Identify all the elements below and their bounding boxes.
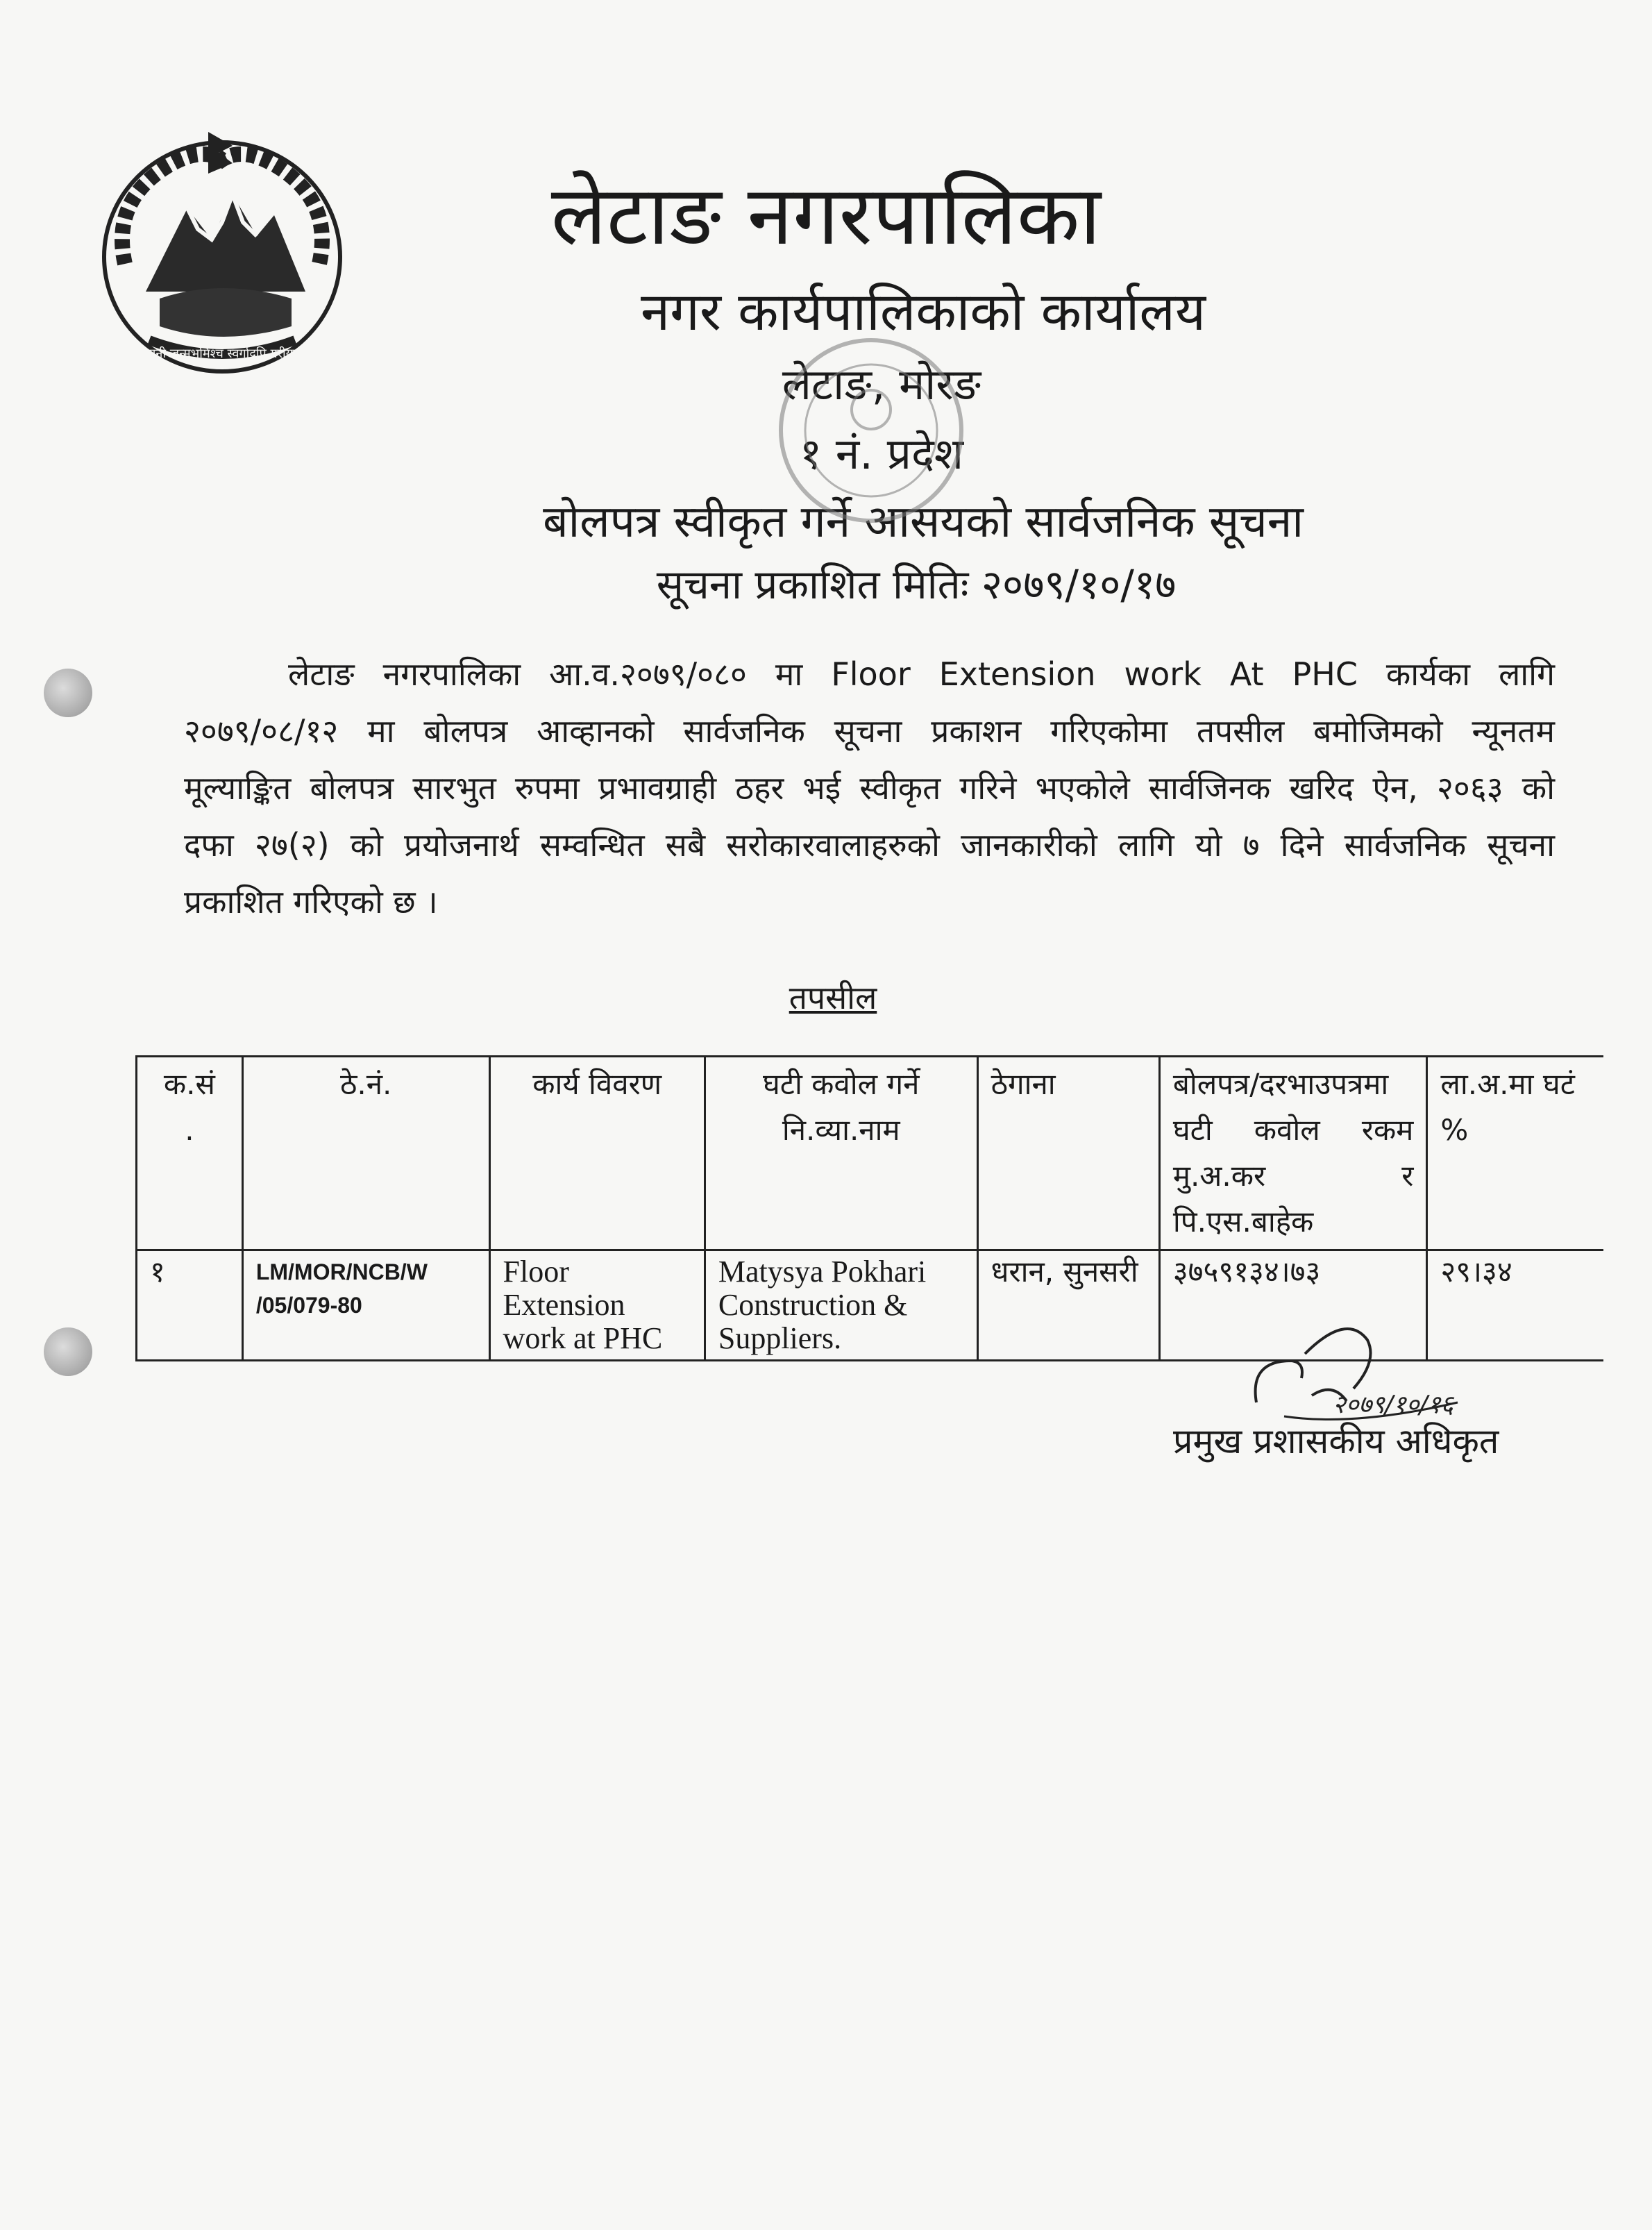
office-stamp-icon xyxy=(757,326,986,535)
header-percent: ला.अ.मा घटं % xyxy=(1427,1057,1603,1250)
notice-body xyxy=(184,646,1555,930)
cell-sn: १ xyxy=(137,1250,243,1361)
details-heading: तपसील xyxy=(789,979,877,1016)
cell-amount: ३७५९१३४।७३ xyxy=(1159,1250,1427,1361)
cell-contract-no: LM/MOR/NCB/W /05/079-80 xyxy=(242,1250,489,1361)
notice-title: बोलपत्र स्वीकृत गर्ने आसयको सार्वजनिक सूचना xyxy=(543,496,1304,548)
punch-hole xyxy=(44,669,92,717)
body-line: दफा २७(२) को प्रयोजनार्थ सम्वन्धित सबै सरोकारवालाहरुको जानकारीको लागि यो ७ दिने सार्वजनिक सूचना xyxy=(184,826,1555,864)
body-line: २०७९/०८/१२ मा बोलपत्र आव्हानको सार्वजनिक सूचना प्रकाशन गरिएकोमा तपसील बमोजिमको न्यूनतम xyxy=(184,712,1555,750)
published-date: सूचना प्रकाशित मितिः २०७९/१०/१७ xyxy=(656,561,1177,608)
executive-office: नगर कार्यपालिकाको कार्यालय xyxy=(640,280,1206,342)
office-name: लेटाङ नगरपालिका xyxy=(550,167,1102,263)
header-amount: बोलपत्र/दरभाउपत्रमा घटी कवोल रकम मु.अ.कर र पि.एस.बाहेक xyxy=(1159,1057,1427,1250)
header-bidder: घटी कवोल गर्ने नि.व्या.नाम xyxy=(705,1057,977,1250)
svg-text:२०७९/१०/१६: २०७९/१०/१६ xyxy=(1333,1391,1454,1419)
svg-text:जननी जन्मभूमिश्च स्वर्गादपि गर: जननी जन्मभूमिश्च स्वर्गादपि गरीयसी xyxy=(140,346,305,361)
office-address: लेटाङ, मोरङ xyxy=(782,359,981,410)
cell-bidder: Matysya Pokhari Construction & Suppliers. xyxy=(705,1250,977,1361)
body-line: मूल्याङ्कित बोलपत्र सारभुत रुपमा प्रभावग्राही ठहर भई स्वीकृत गरिने भएकोले सार्वजिनक खरिद ऐन, २०६३ को xyxy=(184,769,1555,807)
header-work-description: कार्य विवरण xyxy=(489,1057,705,1250)
header-sn: क.सं . xyxy=(137,1057,243,1250)
cell-percent: २९।३४ xyxy=(1427,1250,1603,1361)
body-line: लेटाङ नगरपालिका आ.व.२०७९/०८० मा Floor Extension work At PHC कार्यका लागि xyxy=(288,655,1555,693)
cell-address: धरान, सुनसरी xyxy=(977,1250,1159,1361)
province: १ नं. प्रदेश xyxy=(799,428,964,479)
signer-title: प्रमुख प्रशासकीय अधिकृत xyxy=(1173,1421,1499,1461)
table-header-row xyxy=(137,1057,1604,1250)
body-line: प्रकाशित गरिएको छ । xyxy=(184,883,438,921)
cell-work-description: Floor Extension work at PHC xyxy=(489,1250,705,1361)
punch-hole xyxy=(44,1327,92,1376)
header-address: ठेगाना xyxy=(977,1057,1159,1250)
header-contract-no: ठे.नं. xyxy=(242,1057,489,1250)
